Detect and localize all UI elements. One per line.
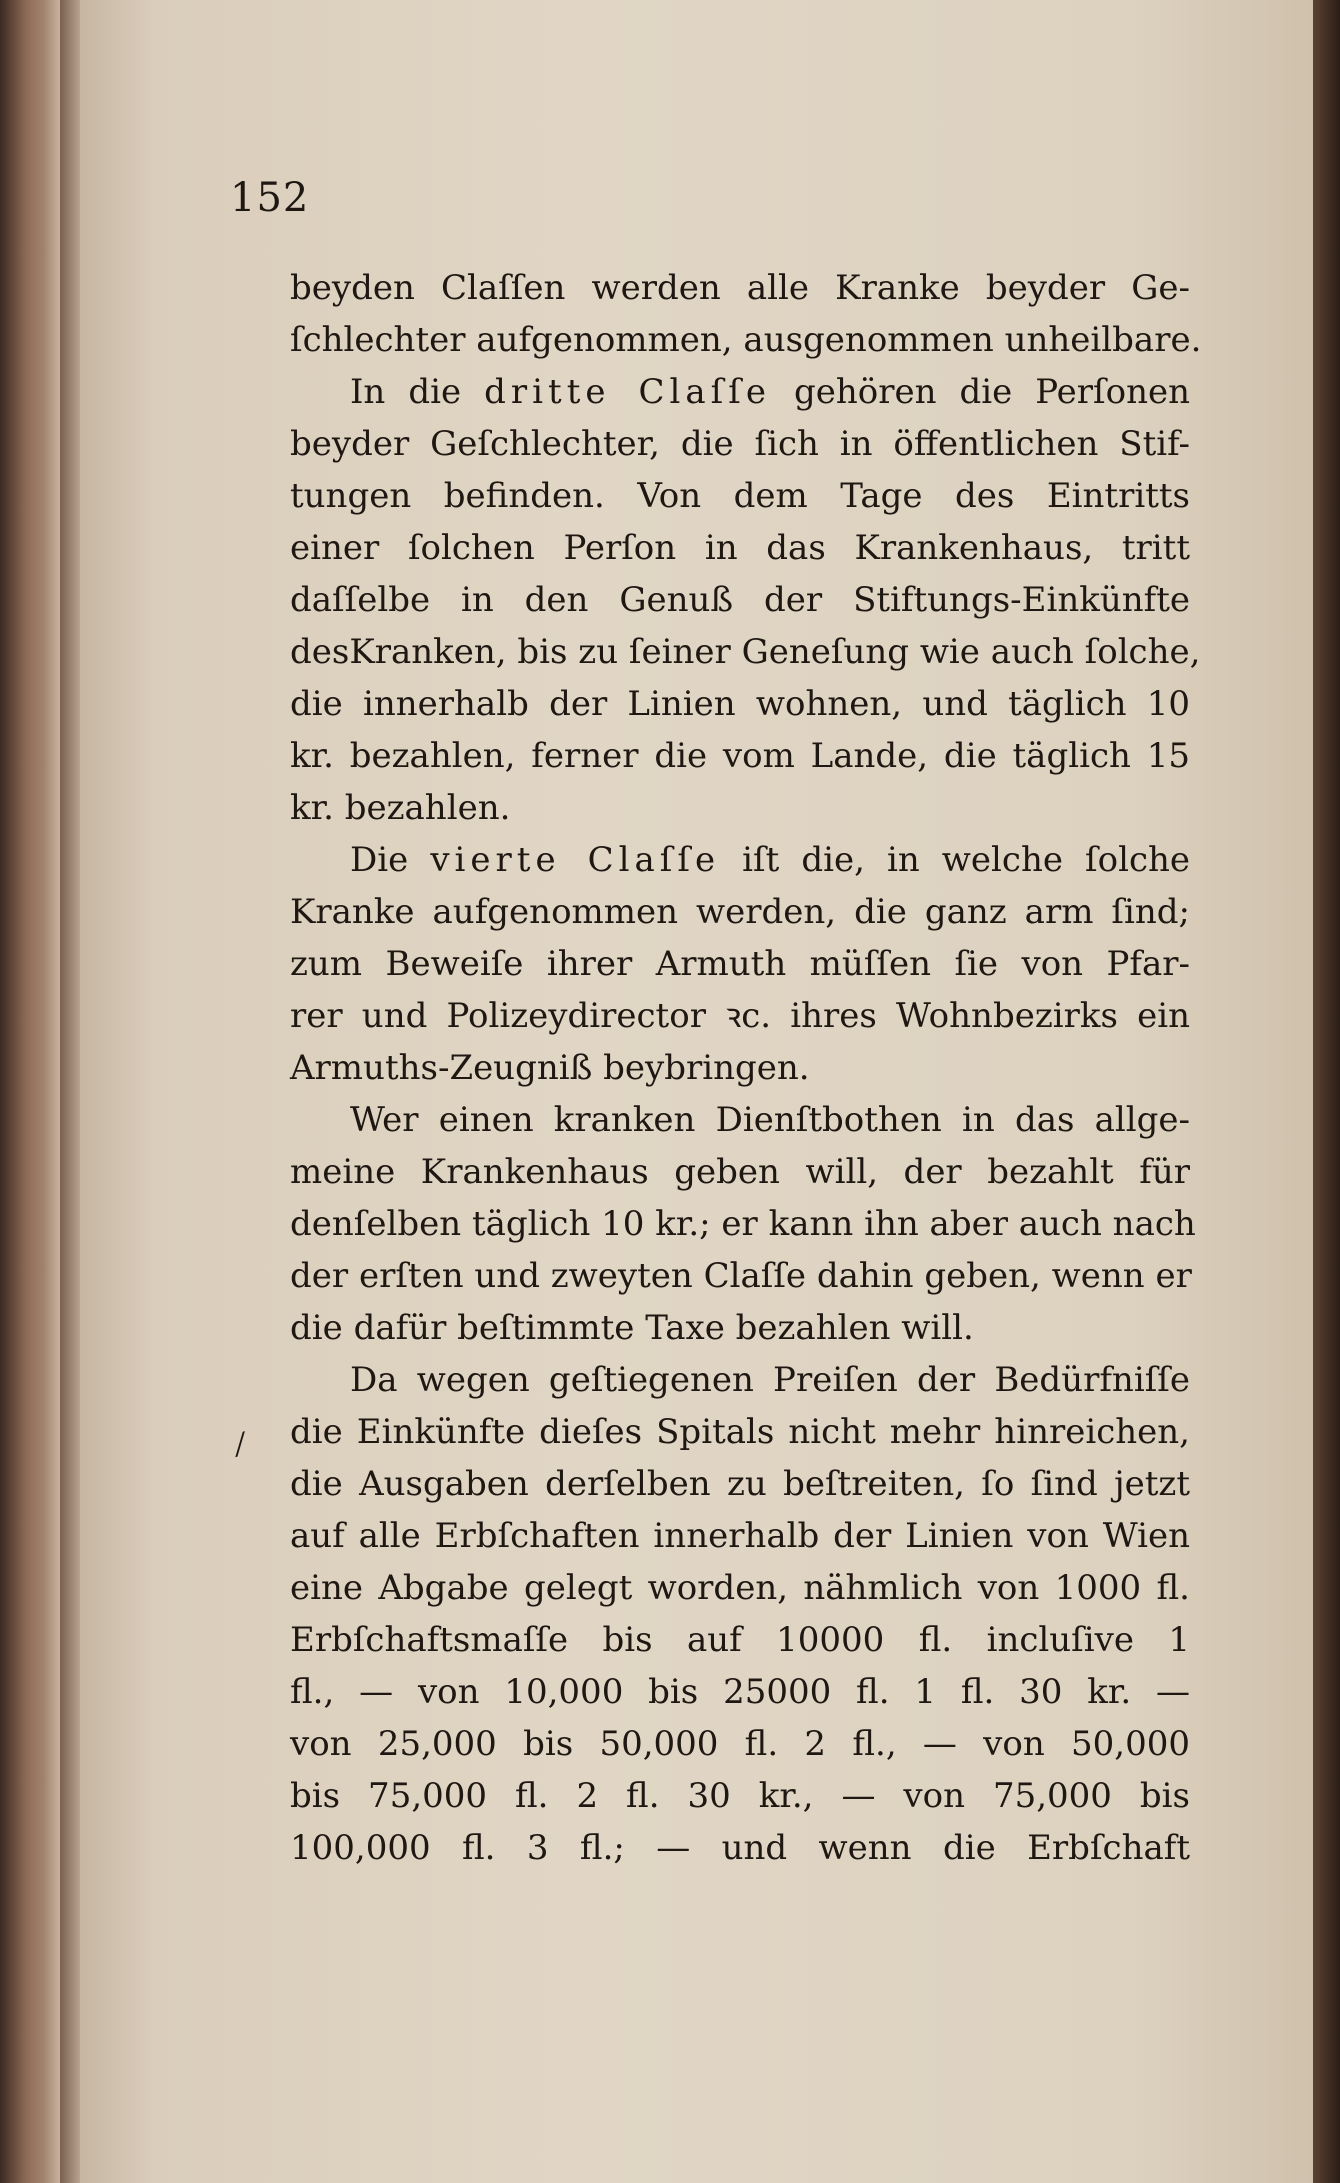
text-line: Armuths-Zeugniß beybringen. [290,1048,810,1088]
text-line: Kranke aufgenommen werden, die ganz arm ſind; [290,892,1190,932]
text-line: beyder Geſchlechter, die ſich in öffentlichen Stif- [290,424,1190,464]
text-line: rer und Polizeydirector ꝛc. ihres Wohnbezirks ein [290,996,1190,1036]
text-line: meine Krankenhaus geben will, der bezahlt für [290,1152,1190,1192]
text-line: fl., — von 10,000 bis 25000 fl. 1 fl. 30 kr. — [290,1672,1190,1712]
text-line [290,366,1190,418]
text-line: einer ſolchen Perſon in das Krankenhaus, tritt [290,528,1190,568]
text-line: die dafür beſtimmte Taxe bezahlen will. [290,1308,974,1348]
text-line: bis 75,000 fl. 2 fl. 30 kr., — von 75,000 bis [290,1776,1190,1816]
text-line: zum Beweiſe ihrer Armuth müſſen ſie von Pfar- [290,944,1190,984]
text-line: die innerhalb der Linien wohnen, und täglich 10 [290,684,1190,724]
page-right-edge [1313,0,1340,2183]
text-line: die Ausgaben derſelben zu beſtreiten, ſo ſind jetzt [290,1464,1190,1504]
text-line: eine Abgabe gelegt worden, nähmlich von 1000 fl. [290,1568,1190,1608]
text-line: desKranken, bis zu ſeiner Geneſung wie auch ſolche, [290,632,1201,672]
text-line: denſelben täglich 10 kr.; er kann ihn aber auch nach [290,1204,1196,1244]
text-line: daſſelbe in den Genuß der Stiftungs-Einkünfte [290,580,1190,620]
text-line: kr. bezahlen. [290,788,511,828]
text-line-part: gehören die Perſonen [770,372,1190,412]
text-line: kr. bezahlen, ferner die vom Lande, die täglich 15 [290,736,1190,776]
text-line: ſchlechter aufgenommen, ausgenommen unheilbare. [290,320,1202,360]
page-number: 152 [230,175,310,221]
text-line-part: Die [350,840,431,880]
page-gutter [60,0,80,2183]
text-line: Da wegen geſtiegenen Preiſen der Bedürfniſſe [350,1360,1190,1400]
text-line: die Einkünfte dieſes Spitals nicht mehr hinreichen, [290,1412,1190,1452]
text-line: Wer einen kranken Dienſtbothen in das allge- [350,1100,1190,1140]
book-spine [0,0,42,2183]
text-line: tungen befinden. Von dem Tage des Eintritts [290,476,1190,516]
text-line: beyden Claſſen werden alle Kranke beyder Ge- [290,268,1190,308]
text-line: 100,000 fl. 3 fl.; — und wenn die Erbſchaft [290,1828,1190,1868]
text-line: von 25,000 bis 50,000 fl. 2 fl., — von 50,000 [290,1724,1190,1764]
previous-page-edge [42,0,60,2183]
margin-mark: ⁄ [233,1427,248,1464]
body-text [290,262,1202,1874]
text-line: der erſten und zweyten Claſſe dahin geben, wenn er [290,1256,1192,1296]
emphasized-class-name: dritte Claſſe [484,372,771,412]
text-line: auf alle Erbſchaften innerhalb der Linien von Wien [290,1516,1190,1556]
text-line [290,834,1190,886]
text-line: Erbſchaftsmaſſe bis auf 10000 fl. incluſive 1 [290,1620,1190,1660]
text-line-part: In die [350,372,485,412]
text-line-part: iſt die, in welche ſolche [720,840,1191,880]
emphasized-class-name: vierte Claſſe [430,840,721,880]
